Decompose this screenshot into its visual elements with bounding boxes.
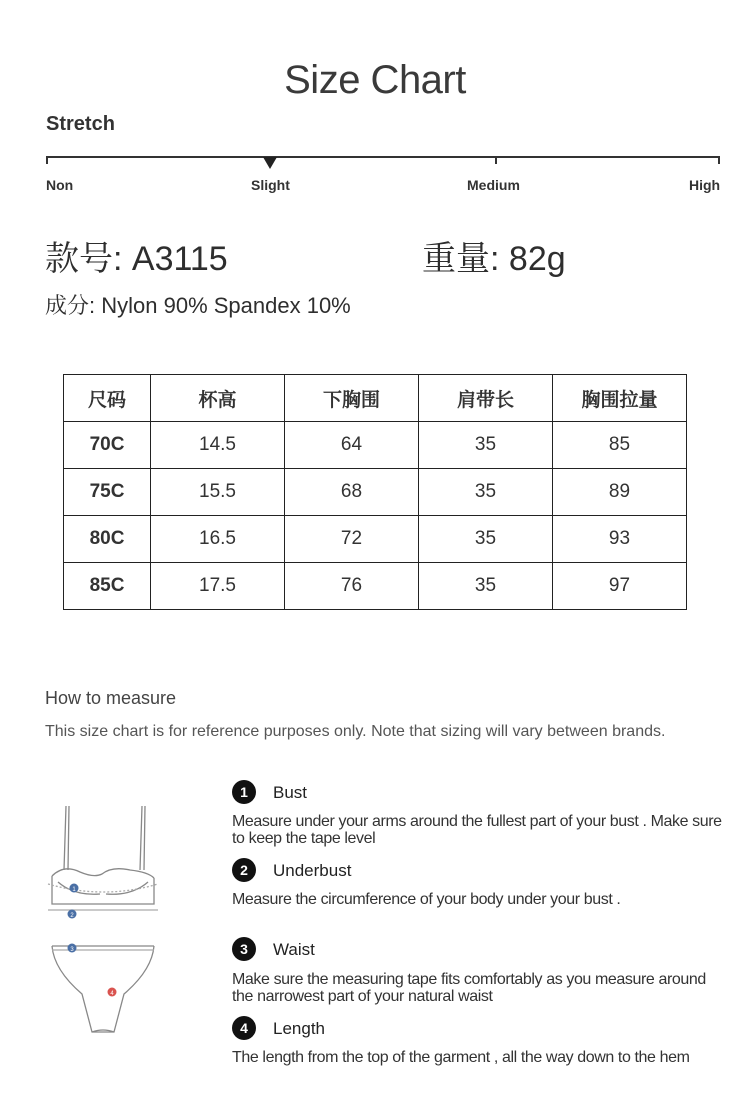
table-cell: 17.5: [151, 563, 285, 610]
stretch-tick-high: [718, 156, 720, 164]
table-cell: 35: [419, 422, 553, 469]
style-number-value: A3115: [131, 240, 228, 278]
size-cell: 75C: [64, 469, 151, 516]
table-cell: 97: [553, 563, 687, 610]
step-1-description: Measure under your arms around the fullest part of your bust . Make sure to keep the tape level: [232, 813, 722, 847]
composition-label: 成分:: [45, 293, 96, 318]
step-1-number-icon: 1: [232, 780, 256, 804]
table-cell: 89: [553, 469, 687, 516]
stretch-label: Stretch: [46, 113, 115, 135]
size-cell: 80C: [64, 516, 151, 563]
step-2-description: Measure the circumference of your body under your bust .: [232, 891, 621, 908]
table-header-row: [64, 375, 687, 422]
table-cell: 68: [285, 469, 419, 516]
stretch-selected-marker-icon: [263, 157, 277, 169]
header-strap-length: 肩带长: [419, 375, 553, 422]
table-cell: 14.5: [151, 422, 285, 469]
stretch-level-non: Non: [46, 177, 74, 193]
step-4-description: The length from the top of the garment , all the way down to the hem: [232, 1049, 690, 1066]
marker-1-label: 1: [72, 887, 76, 893]
table-row: [64, 422, 687, 469]
table-cell: 85: [553, 422, 687, 469]
size-cell: 70C: [64, 422, 151, 469]
size-cell: 85C: [64, 563, 151, 610]
header-underbust: 下胸围: [285, 375, 419, 422]
style-number-label: 款号:: [45, 240, 123, 278]
table-cell: 72: [285, 516, 419, 563]
stretch-level-slight: Slight: [251, 177, 290, 193]
size-table: [63, 374, 687, 610]
how-to-measure-heading: How to measure: [45, 688, 177, 708]
weight-label: 重量:: [422, 240, 500, 278]
stretch-scale-track: [46, 156, 720, 158]
stretch-level-high: High: [689, 177, 721, 193]
stretch-tick-non: [46, 156, 48, 164]
header-bust-stretch: 胸围拉量: [553, 375, 687, 422]
composition: [45, 289, 351, 320]
table-cell: 35: [419, 469, 553, 516]
table-row: [64, 563, 687, 610]
table-cell: 16.5: [151, 516, 285, 563]
marker-3-label: 3: [70, 947, 74, 953]
table-cell: 15.5: [151, 469, 285, 516]
style-number: [45, 231, 228, 280]
step-3-number-icon: 3: [232, 937, 256, 961]
weight: [422, 231, 566, 280]
page-title: Size Chart: [284, 58, 466, 102]
header-cup-height: 杯高: [151, 375, 285, 422]
stretch-tick-medium: [495, 156, 497, 164]
table-cell: 35: [419, 516, 553, 563]
table-cell: 76: [285, 563, 419, 610]
step-2-number-icon: 2: [232, 858, 256, 882]
step-3-description: Make sure the measuring tape fits comfortably as you measure around the narrowest part of your natural waist: [232, 971, 706, 1005]
table-cell: 35: [419, 563, 553, 610]
reference-note: This size chart is for reference purposes only. Note that sizing will vary between brands.: [45, 723, 666, 740]
table-row: [64, 516, 687, 563]
table-row: [64, 469, 687, 516]
weight-value: 82g: [508, 240, 566, 278]
step-1-title: Bust: [273, 783, 308, 802]
step-4-number-icon: 4: [232, 1016, 256, 1040]
step-3-title: Waist: [273, 940, 315, 959]
step-2-title: Underbust: [273, 861, 352, 880]
step-4-title: Length: [273, 1019, 325, 1038]
stretch-level-medium: Medium: [467, 177, 520, 193]
header-size: 尺码: [64, 375, 151, 422]
table-cell: 64: [285, 422, 419, 469]
composition-value: Nylon 90% Spandex 10%: [101, 293, 351, 318]
marker-2-label: 2: [70, 913, 74, 919]
table-cell: 93: [553, 516, 687, 563]
marker-4-label: 4: [110, 991, 114, 997]
lingerie-set-diagram-icon: [44, 800, 162, 1040]
